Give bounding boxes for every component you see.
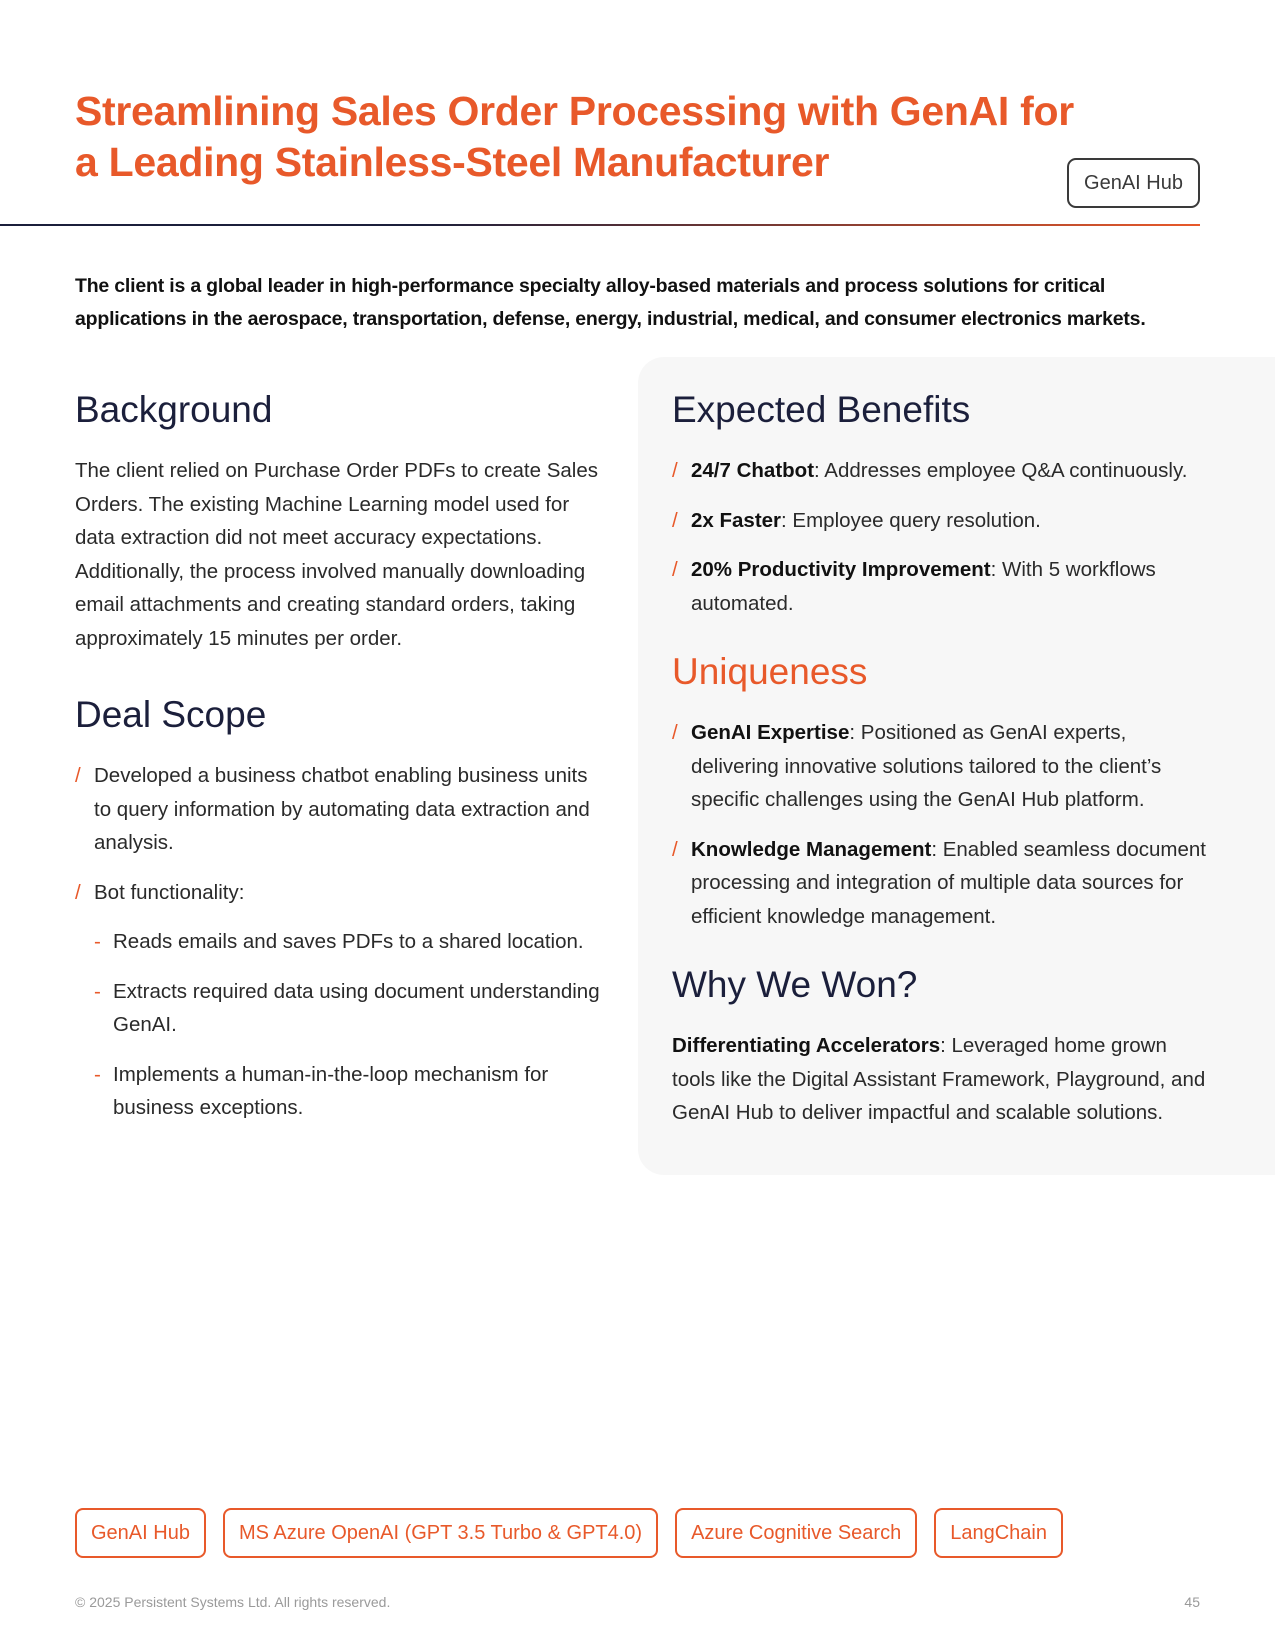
list-item: / Bot functionality: bbox=[75, 876, 605, 910]
background-heading: Background bbox=[75, 389, 273, 430]
list-item: / Knowledge Management: Enabled seamless document processing and integration of multiple data sources for efficient knowledge management. bbox=[672, 833, 1212, 934]
tech-tag-azure-openai: MS Azure OpenAI (GPT 3.5 Turbo & GPT4.0) bbox=[223, 1508, 658, 1558]
list-item: - Reads emails and saves PDFs to a shared location. bbox=[94, 925, 605, 959]
slash-bullet-icon: / bbox=[672, 721, 678, 744]
list-item: / Developed a business chatbot enabling business units to query information by automating data extraction and analysis. bbox=[75, 759, 605, 860]
tech-tag-langchain: LangChain bbox=[934, 1508, 1063, 1558]
uniqueness-heading: Uniqueness bbox=[672, 651, 868, 692]
genai-hub-tag: GenAI Hub bbox=[1067, 158, 1200, 208]
list-item: / 2x Faster: Employee query resolution. bbox=[672, 504, 1212, 538]
slash-bullet-icon: / bbox=[75, 764, 81, 787]
page-number: 45 bbox=[1184, 1594, 1200, 1610]
why-we-won-heading: Why We Won? bbox=[672, 964, 918, 1005]
technology-tags bbox=[75, 1508, 1063, 1558]
list-item: / 24/7 Chatbot: Addresses employee Q&A continuously. bbox=[672, 454, 1212, 488]
deal-scope-heading: Deal Scope bbox=[75, 694, 267, 735]
expected-benefits-list bbox=[672, 454, 1212, 620]
client-intro: The client is a global leader in high-performance specialty alloy-based materials and process solutions for critical applications in the aerospace, transportation, defense, energy, industrial, medical, and consumer electronics markets. bbox=[75, 275, 1146, 330]
list-item: / GenAI Expertise: Positioned as GenAI experts, delivering innovative solutions tailored to the client’s specific challenges using the GenAI Hub platform. bbox=[672, 716, 1212, 817]
page-title bbox=[75, 86, 1075, 188]
left-column bbox=[75, 388, 605, 1141]
dash-bullet-icon: - bbox=[94, 930, 101, 953]
why-we-won-text: Differentiating Accelerators: Leveraged home grown tools like the Digital Assistant Framework, Playground, and GenAI Hub to deliver impactful and scalable solutions. bbox=[672, 1034, 1206, 1124]
title-line-1: Streamlining Sales Order Processing with GenAI for bbox=[75, 88, 1074, 134]
list-item: / 20% Productivity Improvement: With 5 workflows automated. bbox=[672, 553, 1212, 620]
expected-benefits-heading: Expected Benefits bbox=[672, 389, 971, 430]
background-text: The client relied on Purchase Order PDFs to create Sales Orders. The existing Machine Learning model used for data extraction did not meet accuracy expectations. Additionally, the process involved manually downloading email attachments and creating standard orders, taking approximately 15 minutes per order. bbox=[75, 459, 598, 650]
list-item: - Extracts required data using document understanding GenAI. bbox=[94, 975, 605, 1042]
deal-scope-list bbox=[75, 759, 605, 909]
uniqueness-list bbox=[672, 716, 1212, 933]
slash-bullet-icon: / bbox=[672, 558, 678, 581]
tech-tag-azure-cognitive-search: Azure Cognitive Search bbox=[675, 1508, 917, 1558]
list-item: - Implements a human-in-the-loop mechanism for business exceptions. bbox=[94, 1058, 605, 1125]
copyright-notice: © 2025 Persistent Systems Ltd. All rights reserved. bbox=[75, 1594, 391, 1610]
title-line-2: a Leading Stainless-Steel Manufacturer bbox=[75, 139, 830, 185]
slash-bullet-icon: / bbox=[75, 880, 81, 904]
right-column bbox=[672, 388, 1212, 1130]
slash-bullet-icon: / bbox=[672, 508, 678, 532]
tech-tag-genai-hub: GenAI Hub bbox=[75, 1508, 206, 1558]
dash-bullet-icon: - bbox=[94, 1062, 101, 1086]
dash-bullet-icon: - bbox=[94, 979, 101, 1003]
slash-bullet-icon: / bbox=[672, 459, 678, 482]
slash-bullet-icon: / bbox=[672, 837, 678, 861]
bot-functionality-list bbox=[94, 925, 605, 1125]
header-divider bbox=[0, 224, 1200, 226]
